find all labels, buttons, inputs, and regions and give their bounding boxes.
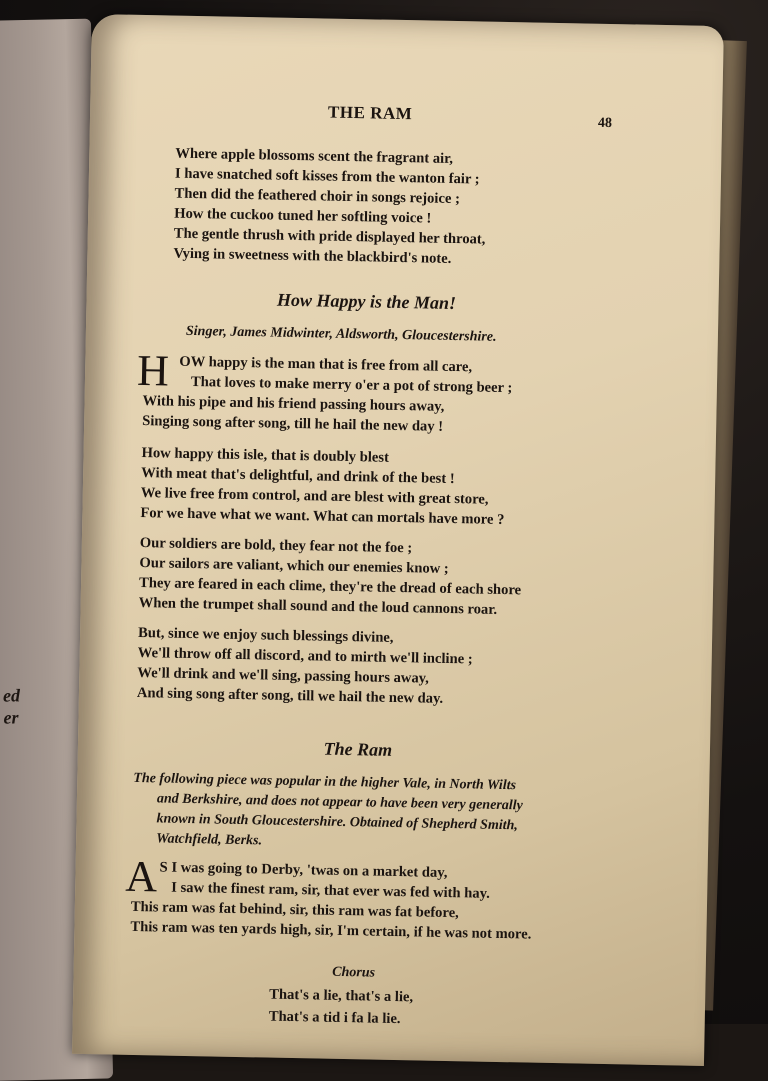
verse-line: Vying in sweetness with the blackbird's note.	[173, 245, 452, 267]
intro-line: and Berkshire, and does not appear to have been very generally	[156, 791, 523, 814]
verse-line: The gentle thrush with pride displayed her throat,	[173, 225, 486, 248]
verse-line: S I was going to Derby, 'twas on a market day,	[159, 859, 448, 881]
stanza	[130, 857, 532, 945]
verse-line: This ram was ten yards high, sir, I'm certain, if he was not more.	[130, 918, 532, 943]
book-page	[72, 14, 724, 1066]
verse-line: And sing song after song, till we hail the new day.	[136, 684, 444, 707]
verse-line: This ram was fat behind, sir, this ram was fat before,	[130, 898, 459, 922]
opening-verse	[173, 144, 487, 270]
verse-line: I have snatched soft kisses from the wanton fair ;	[174, 165, 480, 188]
verse-line: We'll throw off all discord, and to mirth we'll incline ;	[137, 644, 473, 668]
left-page-fragment: er	[3, 707, 19, 728]
song-title: How Happy is the Man!	[276, 289, 457, 314]
verse-line: Our sailors are valiant, which our enemies know ;	[139, 555, 449, 577]
verse-line: That loves to make merry o'er a pot of strong beer ;	[190, 373, 513, 397]
verse-line: Then did the feathered choir in songs rejoice ;	[174, 185, 461, 208]
stanza	[137, 623, 473, 709]
stanza	[139, 533, 523, 620]
verse-line: But, since we enjoy such blessings divine,	[137, 625, 394, 646]
verse-line: For we have what we want. What can mortals have more ?	[140, 505, 505, 529]
verse-line: Singing song after song, till he hail the new day !	[142, 413, 444, 435]
verse-line: How happy this isle, that is doubly blest	[141, 445, 390, 466]
verse-line: I saw the finest ram, sir, that ever was fed with hay.	[171, 879, 490, 902]
chorus-label: Chorus	[332, 964, 376, 981]
chorus-line: That's a lie, that's a lie,	[269, 986, 414, 1006]
chorus	[269, 984, 414, 1031]
intro-line: known in South Gloucestershire. Obtained of Shepherd Smith,	[156, 811, 519, 834]
song-intro	[132, 769, 523, 856]
stanza	[140, 443, 505, 530]
verse-line: OW happy is the man that is free from all care,	[179, 353, 473, 376]
singer-credit: Singer, James Midwinter, Aldsworth, Gloucestershire.	[185, 323, 497, 345]
verse-line: Where apple blossoms scent the fragrant air,	[175, 145, 454, 167]
running-header: THE RAM	[327, 102, 413, 124]
stanza	[142, 351, 513, 438]
left-page-fragment: ed	[2, 685, 21, 706]
verse-line: We'll drink and we'll sing, passing hours away,	[137, 664, 430, 687]
verse-line: We live free from control, and are blest with great store,	[140, 485, 489, 508]
verse-line: With meat that's delightful, and drink of the best !	[141, 465, 455, 488]
song-title: The Ram	[323, 738, 393, 760]
page-number: 48	[597, 115, 613, 132]
verse-line: They are feared in each clime, they're the dread of each shore	[138, 575, 522, 599]
verse-line: With his pipe and his friend passing hours away,	[142, 393, 445, 415]
drop-cap: A	[124, 851, 158, 902]
verse-line: Our soldiers are bold, they fear not the foe ;	[139, 535, 413, 557]
verse-line: When the trumpet shall sound and the loud cannons roar.	[138, 595, 498, 618]
drop-cap: H	[136, 345, 170, 396]
intro-line: The following piece was popular in the higher Vale, in North Wilts	[133, 770, 517, 794]
chorus-line: That's a tid i fa la lie.	[268, 1008, 401, 1028]
intro-line: Watchfield, Berks.	[156, 831, 263, 849]
verse-line: How the cuckoo tuned her softling voice !	[174, 205, 432, 227]
